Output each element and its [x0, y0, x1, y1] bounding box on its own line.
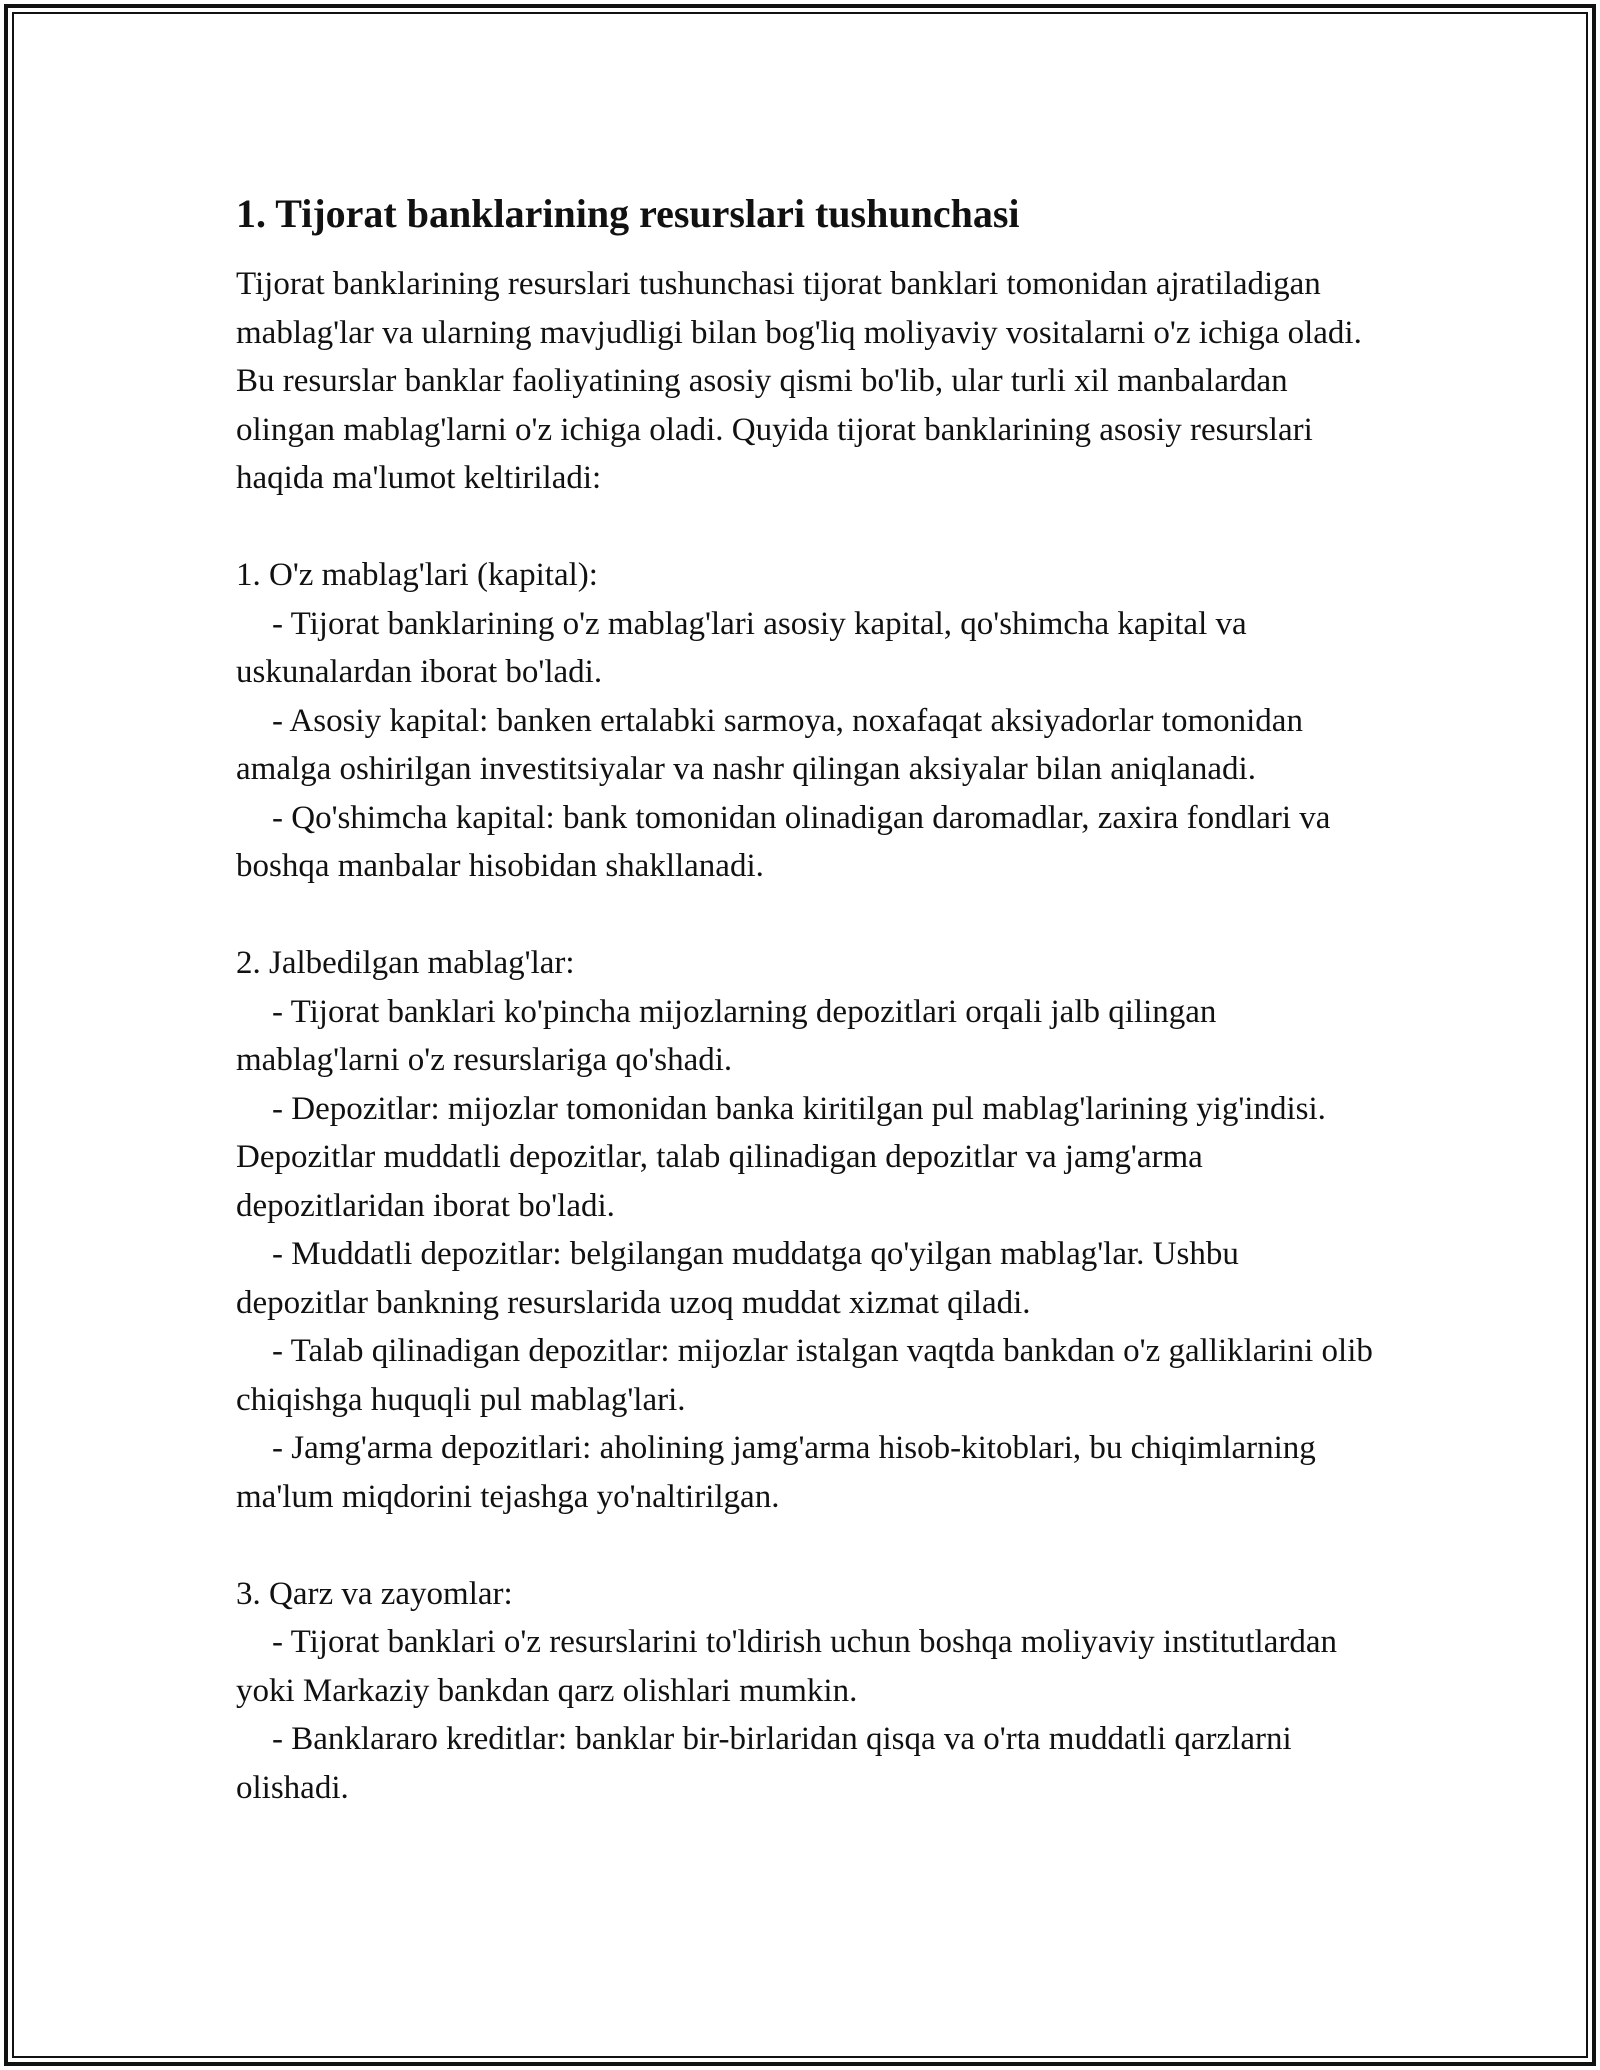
- section-heading: 2. Jalbedilgan mablag'lar:: [236, 945, 575, 981]
- section-attracted-funds: [236, 939, 1376, 1521]
- list-item: [236, 1085, 1376, 1231]
- list-item: [236, 1327, 1376, 1424]
- list-item: [236, 697, 1376, 794]
- section-heading: 1. O'z mablag'lari (kapital):: [236, 557, 598, 593]
- list-item-text: - Muddatli depozitlar: belgilangan muddatga qo'yilgan mablag'lar. Ushbu depozitlar bankning resurslarida uzoq muddat xizmat qiladi.: [236, 1236, 1239, 1321]
- intro-paragraph: Tijorat banklarining resurslari tushunchasi tijorat banklari tomonidan ajratiladigan mablag'lar va ularning mavjudligi bilan bog'liq moliyaviy vositalarni o'z ichiga oladi. Bu resurslar banklar faoliyatining asosiy qismi bo'lib, ular turli xil manbalardan olingan mablag'larni o'z ichiga oladi. Quyida tijorat banklarining asosiy resurslari haqida ma'lumot keltiriladi:: [236, 266, 1362, 496]
- list-item: [236, 1424, 1376, 1521]
- list-item-text: - Qo'shimcha kapital: bank tomonidan olinadigan daromadlar, zaxira fondlari va boshqa manbalar hisobidan shakllanadi.: [236, 799, 1331, 884]
- list-item: [236, 600, 1376, 697]
- list-item: [236, 794, 1376, 891]
- list-item-text: - Talab qilinadigan depozitlar: mijozlar istalgan vaqtda bankdan o'z galliklarini olib chiqishga huquqli pul mablag'lari.: [236, 1333, 1373, 1418]
- list-item: [236, 988, 1376, 1085]
- list-item-text: - Tijorat banklarining o'z mablag'lari asosiy kapital, qo'shimcha kapital va uskunalardan iborat bo'ladi.: [236, 605, 1247, 690]
- document-body: [236, 186, 1376, 1812]
- list-item-text: - Asosiy kapital: banken ertalabki sarmoya, noxafaqat aksiyadorlar tomonidan amalga oshirilgan investitsiyalar va nashr qilingan aksiyalar bilan aniqlanadi.: [236, 702, 1303, 787]
- list-item-text: - Banklararo kreditlar: banklar bir-birlaridan qisqa va o'rta muddatli qarzlarni olishadi.: [236, 1721, 1292, 1806]
- document-title: 1. Tijorat banklarining resurslari tushunchasi: [236, 191, 1020, 236]
- section-heading: 3. Qarz va zayomlar:: [236, 1575, 513, 1612]
- list-item-text: - Tijorat banklari o'z resurslarini to'ldirish uchun boshqa moliyaviy institutlardan yoki Markaziy bankdan qarz olishlari mumkin.: [236, 1624, 1337, 1709]
- list-item: [236, 1715, 1376, 1812]
- list-item-text: - Tijorat banklari ko'pincha mijozlarning depozitlari orqali jalb qilingan mablag'larni o'z resurslariga qo'shadi.: [236, 993, 1217, 1078]
- list-item-text: - Depozitlar: mijozlar tomonidan banka kiritilgan pul mablag'larining yig'indisi. Depozitlar muddatli depozitlar, talab qilinadigan depozitlar va jamg'arma depozitlaridan iborat bo'ladi.: [236, 1090, 1326, 1224]
- list-item-text: - Jamg'arma depozitlari: aholining jamg'arma hisob-kitoblari, bu chiqimlarning ma'lum miqdorini tejashga yo'naltirilgan.: [236, 1430, 1316, 1515]
- list-item: [236, 1618, 1376, 1715]
- section-own-funds: [236, 551, 1376, 891]
- list-item: [236, 1230, 1376, 1327]
- section-loans: [236, 1570, 1376, 1813]
